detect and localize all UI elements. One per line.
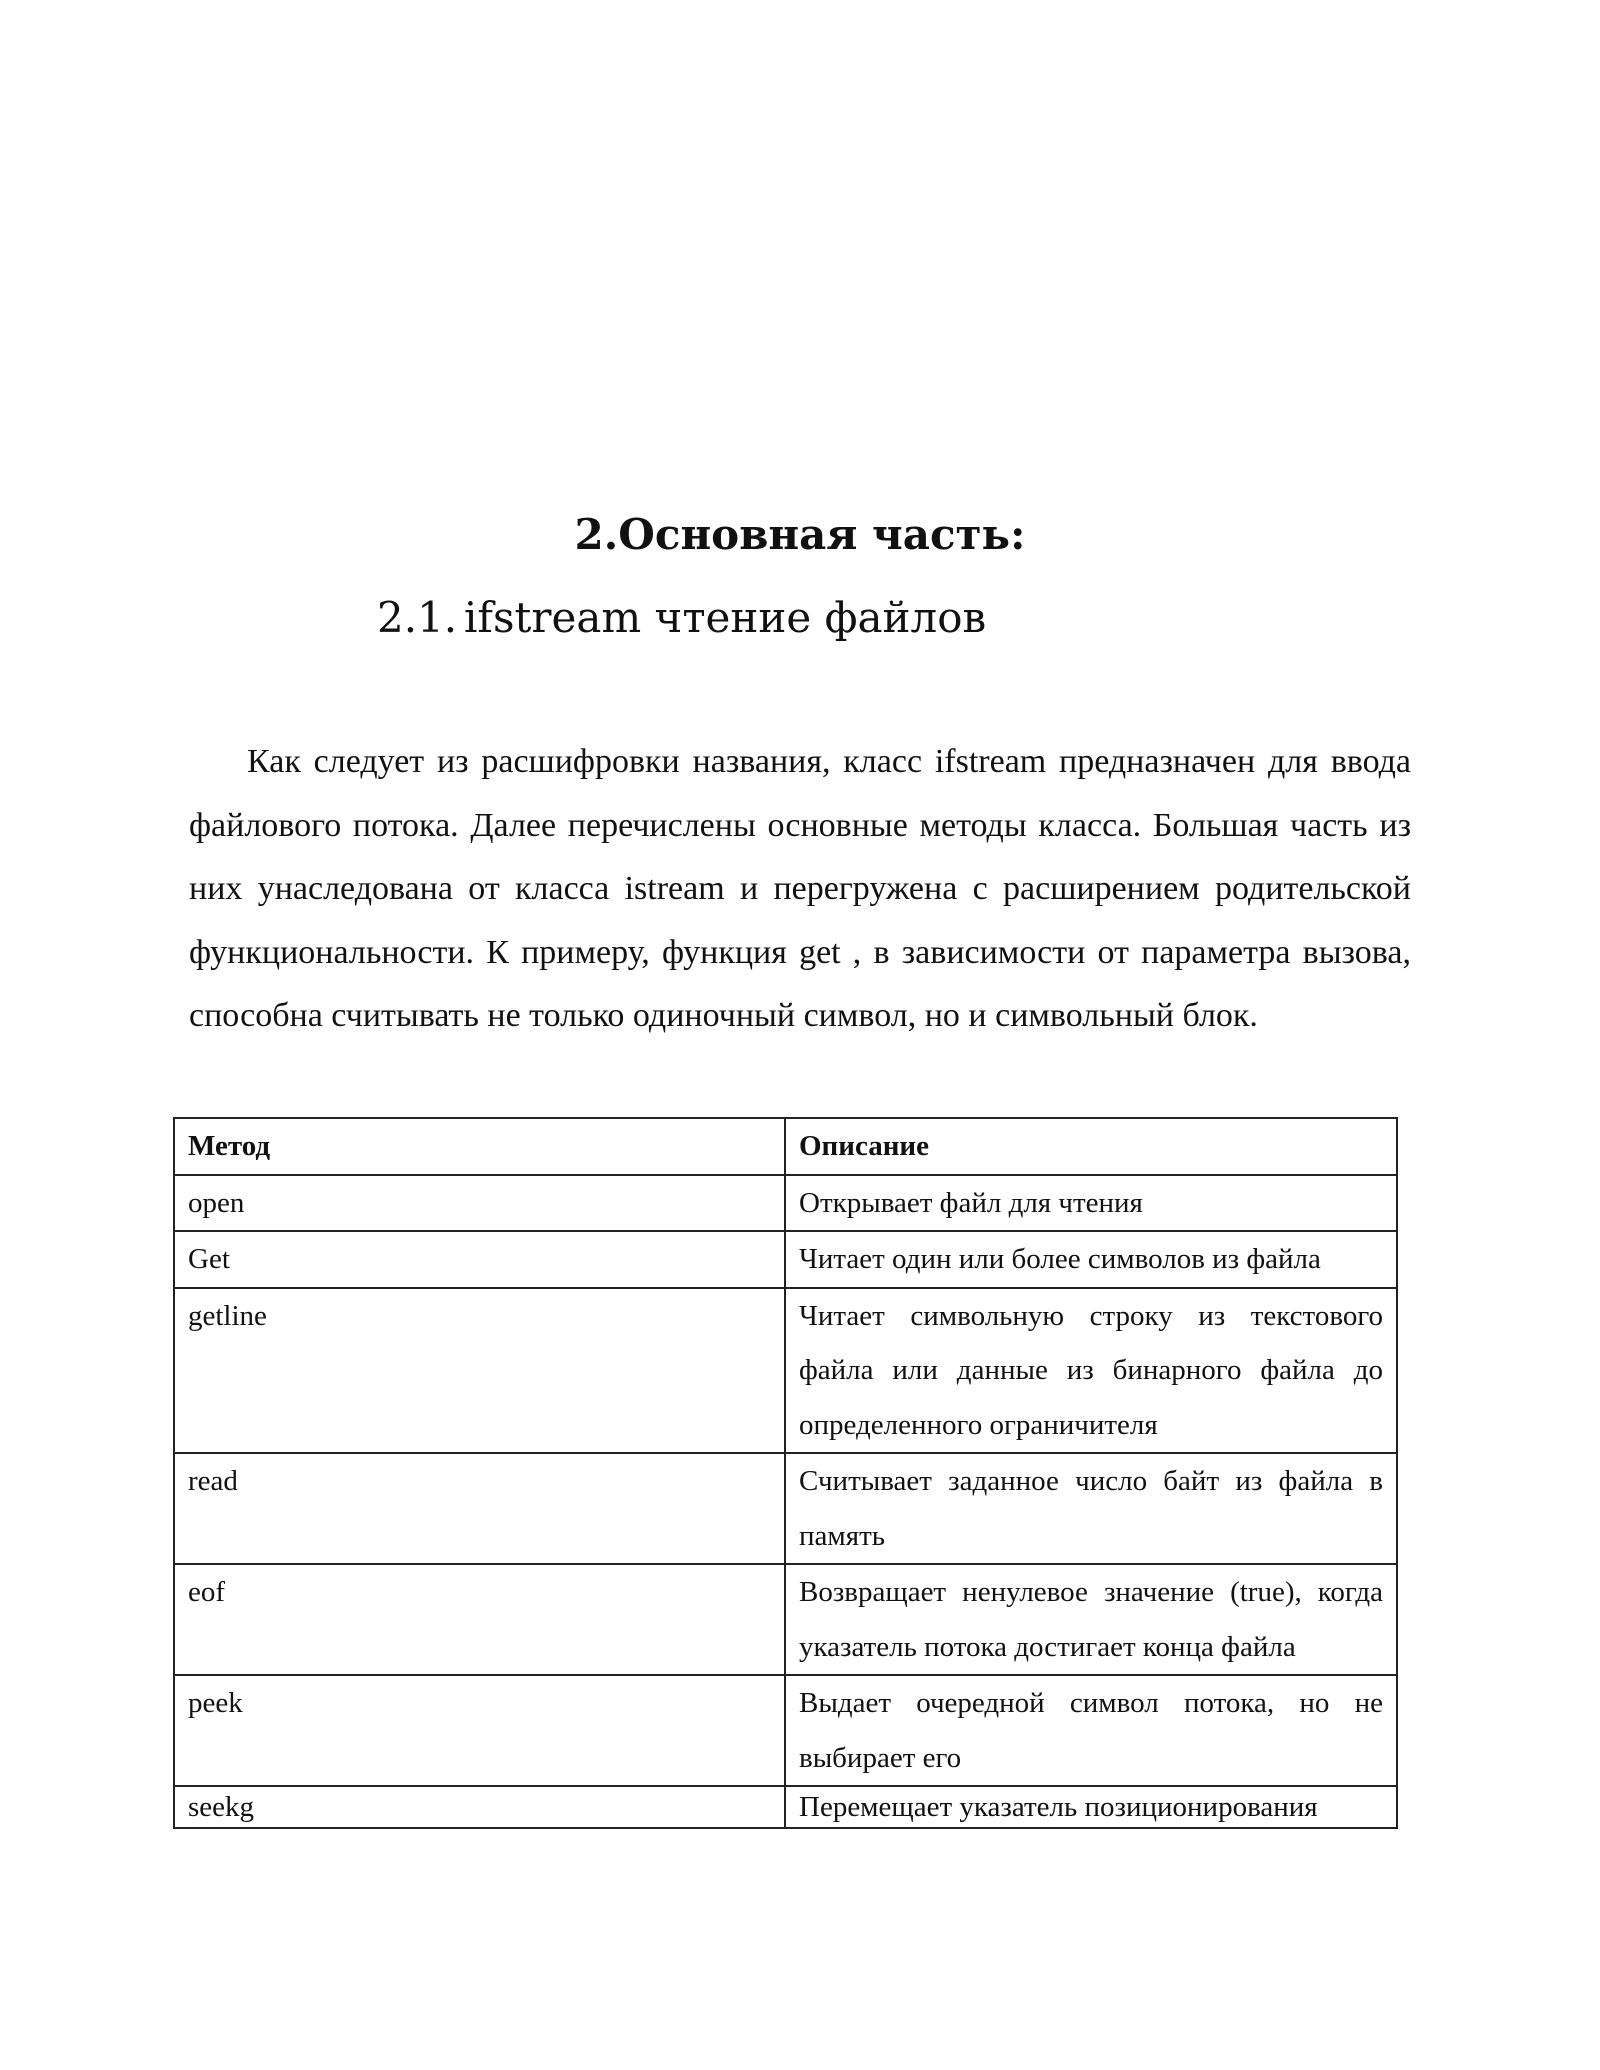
method-cell: peek bbox=[174, 1675, 785, 1786]
description-cell: Выдает очередной символ потока, но не выбирает его bbox=[785, 1675, 1397, 1786]
subsection-title: ifstream чтение файлов bbox=[464, 593, 987, 642]
table-row bbox=[174, 1564, 1397, 1675]
description-cell: Перемещает указатель позиционирования bbox=[785, 1786, 1397, 1828]
section-heading: 2.Основная часть: bbox=[574, 510, 1026, 559]
body-paragraph: Как следует из расшифровки названия, класс ifstream предназначен для ввода файлового потока. Далее перечислены основные методы класса. Большая часть из них унаследована от класса istream и перегружена с расширением родительской функциональности. К примеру, функция get , в зависимости от параметра вызова, способна считывать не только одиночный символ, но и символьный блок. bbox=[189, 743, 1411, 1034]
description-cell: Читает один или более символов из файла bbox=[785, 1231, 1397, 1288]
column-header-method: Метод bbox=[174, 1118, 785, 1175]
description-cell: Открывает файл для чтения bbox=[785, 1175, 1397, 1232]
subsection-heading bbox=[377, 588, 986, 648]
method-cell: read bbox=[174, 1453, 785, 1564]
table-row bbox=[174, 1175, 1397, 1232]
description-cell: Считывает заданное число байт из файла в память bbox=[785, 1453, 1397, 1564]
method-cell: seekg bbox=[174, 1786, 785, 1828]
table-row bbox=[174, 1453, 1397, 1564]
table-row bbox=[174, 1231, 1397, 1288]
column-header-description: Описание bbox=[785, 1118, 1397, 1175]
table-row bbox=[174, 1288, 1397, 1454]
table-header-row bbox=[174, 1118, 1397, 1175]
description-cell: Возвращает ненулевое значение (true), когда указатель потока достигает конца файла bbox=[785, 1564, 1397, 1675]
method-cell: Get bbox=[174, 1231, 785, 1288]
methods-table bbox=[173, 1117, 1398, 1829]
method-cell: open bbox=[174, 1175, 785, 1232]
table-row bbox=[174, 1786, 1397, 1828]
subsection-number: 2.1. bbox=[377, 593, 458, 642]
description-cell: Читает символьную строку из текстового файла или данные из бинарного файла до определенного ограничителя bbox=[785, 1288, 1397, 1454]
method-cell: getline bbox=[174, 1288, 785, 1454]
table-row bbox=[174, 1675, 1397, 1786]
method-cell: eof bbox=[174, 1564, 785, 1675]
